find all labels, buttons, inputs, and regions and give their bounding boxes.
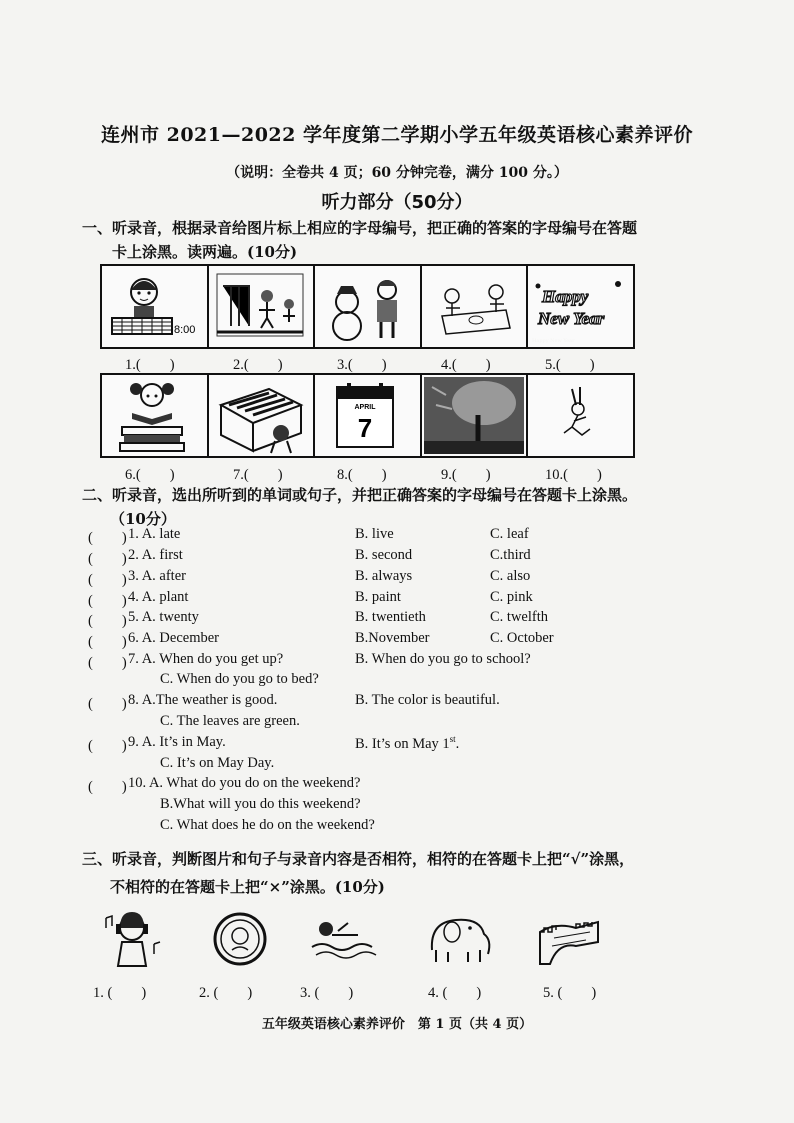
answer-bracket[interactable]: ( ) [88,696,127,712]
calendar-month: APRIL [354,404,376,411]
calendar-day: 7 [357,413,373,443]
option-b: B. twentieth [355,609,426,625]
answer-blank-6[interactable]: 6.( ) [125,467,175,483]
answer-bracket[interactable]: ( ) [88,779,127,795]
answer-blank-3[interactable]: 3.( ) [337,357,387,373]
question-row-9 [0,734,794,754]
svg-text:Happy: Happy [542,287,589,306]
picture-boy-playing-chess [209,375,316,456]
section3-heading-line1: 三、听录音，判断图片和句子与录音内容是否相符，相符的在答题卡上把“√”涂黑， [82,850,635,868]
option-a: 7. A. When do you get up? [128,651,284,667]
option-b-end: . [455,735,460,752]
judge-blank-4[interactable]: 4. ( ) [428,985,482,1001]
option-b: B. second [355,547,413,563]
judge-blank-1[interactable]: 1. ( ) [93,985,147,1001]
picture-snowman-and-child [315,266,422,347]
exam-instructions: （说明：全卷共 4 页；60 分钟完卷，满分 100 分。） [226,165,568,181]
picture-elephant [422,910,502,966]
answer-bracket[interactable]: ( ) [88,613,127,629]
card-text: Happy New Year [532,338,575,344]
option-a: 2. A. first [128,547,183,563]
page-footer: 五年级英语核心素养评价 第 1 页（共 4 页） [261,1017,533,1032]
picture-face-in-circle [212,910,268,968]
picture-great-wall [536,912,602,968]
judge-blank-2[interactable]: 2. ( ) [199,985,253,1001]
answer-blank-8[interactable]: 8.( ) [337,467,387,483]
option-a: 10. A. What do you do on the weekend? [128,775,361,791]
option-b-text: B. It’s on May 1 [355,735,450,752]
question-row-2 [0,547,794,567]
picture-grid-row1 [100,264,635,349]
picture-happy-new-year-card [528,266,633,347]
section1-heading-line1: 一、听录音，根据录音给图片标上相应的字母编号，把正确的答案的字母编号在答题 [82,219,638,237]
section3-heading-line2: 不相符的在答题卡上把“×”涂黑。(10分) [110,878,385,896]
page-title: 连州市 2021—2022 学年度第二学期小学五年级英语核心素养评价 [101,124,693,146]
section2-heading-line2: （10分） [110,510,176,528]
question-row-10-c [0,817,794,837]
option-a: 5. A. twenty [128,609,199,625]
answer-bracket[interactable]: ( ) [88,655,127,671]
question-row-4 [0,589,794,609]
question-row-5 [0,609,794,629]
judge-blank-5[interactable]: 5. ( ) [543,985,597,1001]
option-b: B. paint [355,589,401,605]
option-c: C. pink [490,589,533,605]
picture-girl-reading-books [102,375,209,456]
picture-children-picnic [422,266,529,347]
answer-bracket[interactable]: ( ) [88,551,127,567]
picture-girl-eating-breakfast [102,266,209,347]
picture-girl-listening-music [102,908,162,970]
question-row-9-cont [0,755,794,775]
answer-bracket[interactable]: ( ) [88,738,127,754]
option-c: C. It’s on May Day. [160,755,275,771]
option-b: B. always [355,568,413,584]
option-a: 4. A. plant [128,589,189,605]
option-b: B. live [355,526,394,542]
option-b: B.November [355,630,430,646]
option-c: C. The leaves are green. [160,713,300,729]
option-a: 3. A. after [128,568,186,584]
option-b-sup: st [449,734,456,744]
picture-calendar-april-7 [315,375,422,456]
option-c: C. also [490,568,531,584]
question-row-8 [0,692,794,712]
option-c: C. twelfth [490,609,548,625]
picture-rabbit-jumping [528,375,633,456]
option-c: C.third [490,547,531,563]
answer-blank-10[interactable]: 10.( ) [545,467,602,483]
svg-text:New Year: New Year [538,309,605,328]
option-a: 8. A.The weather is good. [128,692,278,708]
option-a: 9. A. It’s in May. [128,734,226,750]
picture-autumn-tree-scene [422,375,529,456]
option-b: B. When do you go to school? [355,651,531,667]
answer-bracket[interactable]: ( ) [88,634,127,650]
answer-bracket[interactable]: ( ) [88,572,127,588]
picture-child-swimming [308,915,380,965]
question-row-1 [0,526,794,546]
picture-grid-row2 [100,373,635,458]
judge-blank-3[interactable]: 3. ( ) [300,985,354,1001]
question-row-10-b [0,796,794,816]
section2-heading-line1: 二、听录音，选出所听到的单词或句子，并把正确答案的字母编号在答题卡上涂黑。 [82,486,638,504]
question-row-3 [0,568,794,588]
option-c: C. leaf [490,526,529,542]
option-b: B. The color is beautiful. [355,692,500,708]
question-row-7 [0,651,794,671]
option-c: C. What does he do on the weekend? [160,817,375,833]
picture-children-playground [209,266,316,347]
answer-blank-7[interactable]: 7.( ) [233,467,283,483]
answer-blank-1[interactable]: 1.( ) [125,357,175,373]
answer-bracket[interactable]: ( ) [88,530,127,546]
clock-time-label: 8:00 [174,324,196,336]
question-row-6 [0,630,794,650]
question-row-8-cont [0,713,794,733]
section1-heading-line2: 卡上涂黑。读两遍。(10分) [112,243,298,261]
option-a: 6. A. December [128,630,219,646]
option-c: C. When do you go to bed? [160,671,319,687]
question-row-10 [0,775,794,795]
listening-part-title: 听力部分（50分） [321,192,473,213]
option-b [355,734,459,753]
question-row-7-cont [0,671,794,691]
answer-blank-5[interactable]: 5.( ) [545,357,595,373]
option-a: 1. A. late [128,526,181,542]
answer-blank-2[interactable]: 2.( ) [233,357,283,373]
option-b: B.What will you do this weekend? [160,796,361,812]
option-c: C. October [490,630,554,646]
answer-blank-4[interactable]: 4.( ) [441,357,491,373]
answer-bracket[interactable]: ( ) [88,593,127,609]
answer-blank-9[interactable]: 9.( ) [441,467,491,483]
